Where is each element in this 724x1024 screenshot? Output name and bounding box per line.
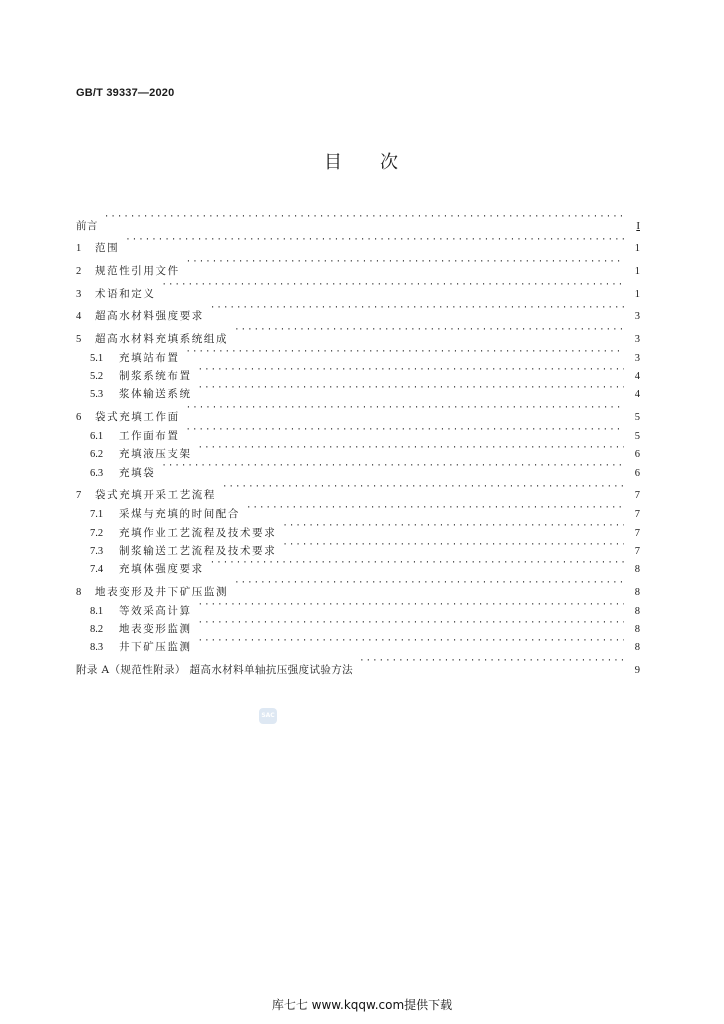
toc-entry-label: 制浆系统布置	[119, 370, 192, 383]
toc-entry-label: 范围	[95, 242, 120, 255]
toc-entry-page-number: 5	[634, 431, 640, 443]
dot-leader	[186, 343, 625, 361]
toc-entry-number: 6.3	[90, 467, 104, 479]
toc-entry-page-number: 1	[634, 243, 640, 255]
toc-entry-number: 7.1	[90, 509, 104, 521]
toc-entry-label: 术语和定义	[95, 287, 156, 300]
dot-leader	[125, 229, 624, 252]
toc-entry-number: 8	[76, 586, 82, 598]
toc-entry-page-number: 1	[634, 265, 640, 277]
toc-entry-number: 5.2	[90, 371, 104, 383]
toc-entry-number: 5.1	[90, 353, 104, 365]
toc-entry-number: 3	[76, 288, 82, 300]
toc-subentry[interactable]	[76, 457, 640, 479]
dot-leader	[186, 421, 625, 439]
dot-leader	[210, 297, 624, 320]
table-of-contents	[76, 206, 640, 676]
toc-entry-page-number: 5	[634, 412, 640, 424]
dot-leader	[234, 572, 624, 595]
toc-entry-page-number: 8	[634, 642, 640, 654]
dot-leader	[198, 614, 624, 632]
toc-entry-number: 8.1	[90, 605, 104, 617]
dot-leader	[198, 439, 624, 457]
dot-leader	[210, 554, 624, 572]
toc-entry[interactable]	[76, 229, 640, 255]
toc-entry-page-number: 1	[634, 288, 640, 300]
toc-entry-label: 前言	[76, 219, 98, 232]
toc-entry-number: 1	[76, 243, 82, 255]
toc-entry-page-number: 3	[634, 333, 640, 345]
toc-entry-page-number: 8	[634, 564, 640, 575]
toc-entry-number: 2	[76, 265, 82, 277]
dot-leader	[198, 596, 624, 614]
toc-entry-page-number: 7	[634, 509, 640, 521]
toc-entry-label: 袋式充填工作面	[95, 411, 180, 424]
toc-entry-number: 6.1	[90, 431, 104, 443]
toc-entry-number: 7.3	[90, 545, 104, 557]
title-char-2: 次	[380, 152, 400, 173]
toc-entry-label: 充填作业工艺流程及技术要求	[119, 526, 277, 539]
toc-entry-label: 井下矿压监测	[119, 641, 192, 654]
toc-entry-label: 浆体输送系统	[119, 388, 192, 401]
standard-code: GB/T 39337—2020	[76, 87, 175, 99]
toc-entry-number: 6	[76, 412, 82, 424]
toc-entry-label: 附录 A（规范性附录） 超高水材料单轴抗压强度试验方法	[76, 663, 354, 676]
toc-entry-page-number: 8	[634, 586, 640, 598]
dot-leader	[198, 361, 624, 379]
toc-entry[interactable]	[76, 274, 640, 300]
toc-entry-label: 地表变形监测	[119, 623, 192, 636]
toc-entry-page-number: 9	[634, 664, 640, 676]
toc-entry-page-number: 7	[634, 527, 640, 539]
toc-entry-label: 充填体强度要求	[119, 563, 204, 575]
toc-entry-page-number: 4	[634, 371, 640, 383]
toc-entry-page-number: 8	[634, 605, 640, 617]
dot-leader	[161, 457, 624, 475]
toc-entry-page-number: 7	[634, 490, 640, 502]
toc-entry-number: 7	[76, 490, 82, 502]
toc-entry-number: 8.2	[90, 624, 104, 636]
dot-leader	[282, 517, 624, 535]
toc-entry[interactable]	[76, 251, 640, 277]
toc-entry-number: 7.2	[90, 527, 104, 539]
toc-entry-label: 地表变形及井下矿压监测	[95, 585, 229, 598]
toc-entry-number: 5	[76, 333, 82, 345]
dot-leader	[234, 319, 624, 342]
toc-entry-page-number: 4	[634, 389, 640, 401]
dot-leader	[282, 536, 624, 554]
page-title	[0, 148, 724, 174]
toc-entry-label: 规范性引用文件	[95, 264, 180, 277]
dot-leader	[222, 476, 624, 499]
toc-entry-label: 采煤与充填的时间配合	[119, 508, 240, 521]
dot-leader	[104, 206, 624, 229]
toc-entry-page-number: 3	[634, 311, 640, 323]
toc-entry-number: 8.3	[90, 642, 104, 654]
toc-entry-page-number: 3	[634, 353, 640, 365]
toc-entry-number: 4	[76, 311, 82, 323]
title-char-1: 目	[324, 152, 344, 173]
toc-entry-number: 7.4	[90, 564, 104, 575]
toc-entry-label: 充填袋	[119, 466, 156, 479]
dot-leader	[198, 632, 624, 650]
toc-entry-number: 5.3	[90, 389, 104, 401]
toc-entry-label: 超高水材料强度要求	[95, 310, 204, 323]
toc-entry-label: 超高水材料充填系统组成	[95, 332, 229, 345]
dot-leader	[162, 274, 625, 297]
toc-entry-page-number: 8	[634, 624, 640, 636]
toc-entry-label: 等效采高计算	[119, 604, 192, 617]
dot-leader	[359, 650, 624, 673]
dot-leader	[198, 379, 624, 397]
toc-entry-label: 充填液压支架	[119, 448, 192, 461]
toc-entry-label: 制浆输送工艺流程及技术要求	[119, 544, 277, 557]
toc-entry-number: 6.2	[90, 449, 104, 461]
toc-entry-page-number: 6	[634, 449, 640, 461]
sac-watermark-logo: SAC	[259, 708, 277, 724]
toc-entry-label: 充填站布置	[119, 352, 180, 365]
dot-leader	[186, 251, 624, 274]
dot-leader	[186, 397, 624, 420]
toc-entry[interactable]	[76, 206, 640, 232]
toc-entry-label: 工作面布置	[119, 430, 180, 443]
dot-leader	[246, 499, 624, 517]
toc-entry-page-number: I	[636, 219, 640, 232]
toc-entry-label: 袋式充填开采工艺流程	[95, 489, 216, 502]
toc-entry-page-number: 7	[634, 545, 640, 557]
toc-entry-page-number: 6	[634, 467, 640, 479]
footer-download-note: 库七七 www.kqqw.com提供下载	[271, 998, 453, 1012]
